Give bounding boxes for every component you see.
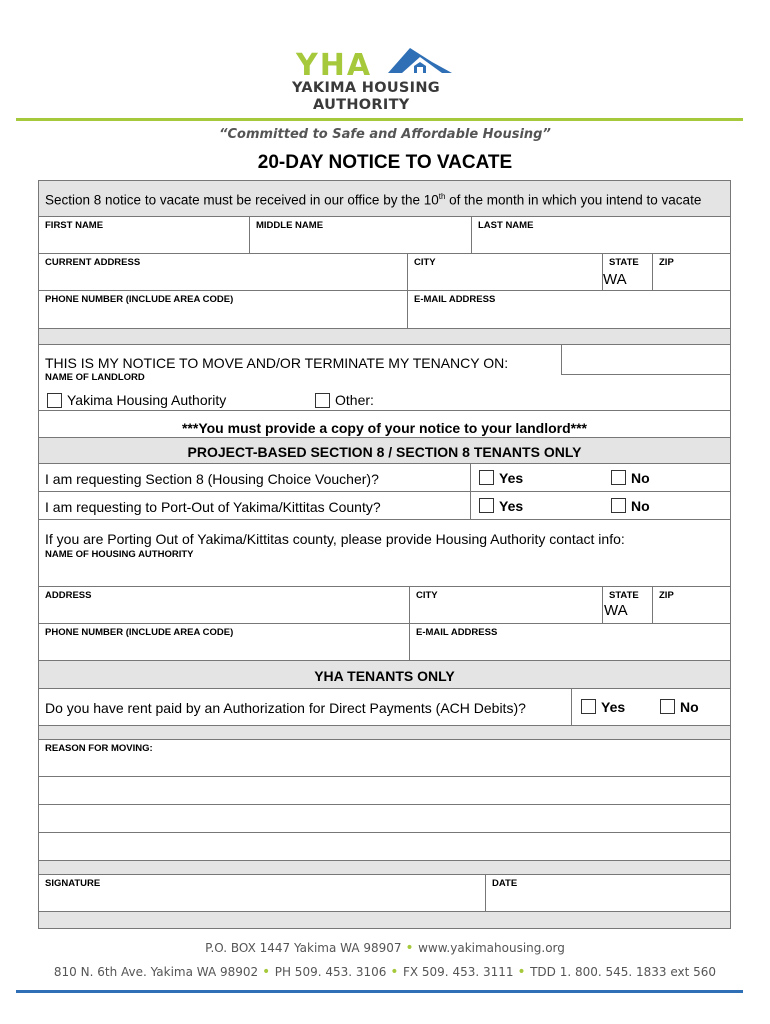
section8-heading: PROJECT-BASED SECTION 8 / SECTION 8 TENANTS ONLY [187,444,582,460]
ha-contact-row [39,624,730,661]
ha-name-row[interactable] [39,520,730,587]
last-name-field[interactable] [471,217,730,253]
yha-question: Do you have rent paid by an Authorization for Direct Payments (ACH Debits)? [45,700,526,716]
q1-yes-label: Yes [499,470,524,486]
email-label: E-MAIL ADDRESS [414,294,496,305]
ach-yes-label: Yes [601,699,626,715]
phone-label: PHONE NUMBER (INCLUDE AREA CODE) [45,294,234,305]
yha-question-row [39,689,730,726]
footer-tdd: TDD 1. 800. 545. 1833 ext 560 [530,965,717,979]
bullet-icon: • [262,964,275,980]
yha-option-label: Yakima Housing Authority [67,392,227,408]
ha-zip-label: ZIP [659,590,674,601]
landlord-label: NAME OF LANDLORD [45,372,145,383]
notice-row [39,345,730,375]
spacer-row-2 [39,726,730,740]
ha-name-label: NAME OF HOUSING AUTHORITY [45,549,194,560]
logo-letters: YHA [296,48,373,83]
first-name-field[interactable] [39,217,249,253]
reason-row-4[interactable] [39,833,730,861]
ach-no-label: No [680,699,699,715]
other-checkbox[interactable] [315,393,330,408]
city-label: CITY [414,257,436,268]
city-field[interactable] [407,254,602,290]
middle-name-field[interactable] [249,217,471,253]
signature-row [39,875,730,912]
spacer-row [39,329,730,345]
address-row [39,254,730,291]
ha-email-field[interactable] [409,624,730,660]
spacer-row-4 [39,912,730,928]
intro-text: Section 8 notice to vacate must be received in our office by the 10th of the month in which you intend to vacate [45,192,702,208]
footer-fax: FX 509. 453. 3111 [402,965,514,979]
zip-label: ZIP [659,257,674,268]
date-field[interactable] [485,875,730,911]
q1-yes-checkbox[interactable] [479,470,494,485]
q2-answer-cell [470,492,730,519]
current-address-label: CURRENT ADDRESS [45,257,141,268]
q1-answer-cell [470,464,730,491]
contact-row [39,291,730,329]
ha-state-value: WA [604,602,628,619]
notice-form [38,180,731,929]
spacer-row-3 [39,861,730,875]
signature-field[interactable] [39,875,485,911]
intro-row [39,181,730,217]
ha-phone-label: PHONE NUMBER (INCLUDE AREA CODE) [45,627,234,638]
email-field[interactable] [407,291,730,328]
q2-yes-label: Yes [499,498,524,514]
yha-answer-cell [571,689,730,725]
yha-heading: YHA TENANTS ONLY [314,668,455,684]
section8-q1: I am requesting Section 8 (Housing Choice Voucher)? [45,471,379,487]
bullet-icon: • [517,964,531,980]
landlord-row [39,372,730,411]
middle-name-label: MIDDLE NAME [256,220,324,231]
other-option-label: Other: [335,392,374,408]
ha-city-label: CITY [416,590,438,601]
copy-notice: ***You must provide a copy of your notice to your landlord*** [181,420,587,436]
section8-q2: I am requesting to Port-Out of Yakima/Kittitas County? [45,499,381,515]
yha-heading-row [39,661,730,689]
footer-line-1 [0,940,770,956]
state-field[interactable] [602,254,652,290]
logo-line1: YAKIMA HOUSING [292,80,440,96]
ha-address-row [39,587,730,624]
header-rule [16,118,743,121]
yha-checkbox[interactable] [47,393,62,408]
footer-rule [16,990,743,993]
zip-field[interactable] [652,254,730,290]
tagline: “Committed to Safe and Affordable Housing” [219,127,551,142]
reason-label: REASON FOR MOVING: [45,743,153,754]
copy-notice-row [39,411,730,437]
q2-no-checkbox[interactable] [611,498,626,513]
ach-yes-checkbox[interactable] [581,699,596,714]
footer-website[interactable]: www.yakimahousing.org [418,941,565,955]
footer-street: 810 N. 6th Ave. Yakima WA 98902 [53,965,259,979]
q2-no-label: No [631,498,650,514]
ha-email-label: E-MAIL ADDRESS [416,627,498,638]
ha-phone-field[interactable] [39,624,409,660]
ha-zip-field[interactable] [652,587,730,623]
section8-q2-row [39,492,730,520]
move-date-field[interactable] [561,345,730,375]
footer-line-2 [0,964,770,980]
logo-line2: AUTHORITY [313,97,410,113]
section8-q1-row [39,464,730,492]
q1-no-checkbox[interactable] [611,470,626,485]
bullet-icon: • [405,940,419,956]
footer-po-box: P.O. BOX 1447 Yakima WA 98907 [205,941,402,955]
reason-row-2[interactable] [39,777,730,805]
first-name-label: FIRST NAME [45,220,104,231]
q2-yes-checkbox[interactable] [479,498,494,513]
q1-no-label: No [631,470,650,486]
name-row [39,217,730,254]
footer-phone: PH 509. 453. 3106 [274,965,387,979]
reason-row-3[interactable] [39,805,730,833]
current-address-field[interactable] [39,254,407,290]
ha-address-label: ADDRESS [45,590,92,601]
ha-state-label: STATE [609,590,639,601]
page-title: 20-DAY NOTICE TO VACATE [257,152,513,173]
signature-label: SIGNATURE [45,878,101,889]
last-name-label: LAST NAME [478,220,534,231]
ha-address-field[interactable] [39,587,409,623]
phone-field[interactable] [39,291,407,328]
ha-city-field[interactable] [409,587,602,623]
state-label: STATE [609,257,639,268]
ha-state-field[interactable] [602,587,652,623]
date-label: DATE [492,878,518,889]
notice-statement: THIS IS MY NOTICE TO MOVE AND/OR TERMINATE MY TENANCY ON: [45,355,509,371]
section8-heading-row [39,437,730,464]
state-value: WA [603,271,627,288]
bullet-icon: • [390,964,403,980]
porting-prompt: If you are Porting Out of Yakima/Kittitas county, please provide Housing Authority contact info: [45,531,625,547]
ach-no-checkbox[interactable] [660,699,675,714]
reason-row-1[interactable] [39,740,730,777]
